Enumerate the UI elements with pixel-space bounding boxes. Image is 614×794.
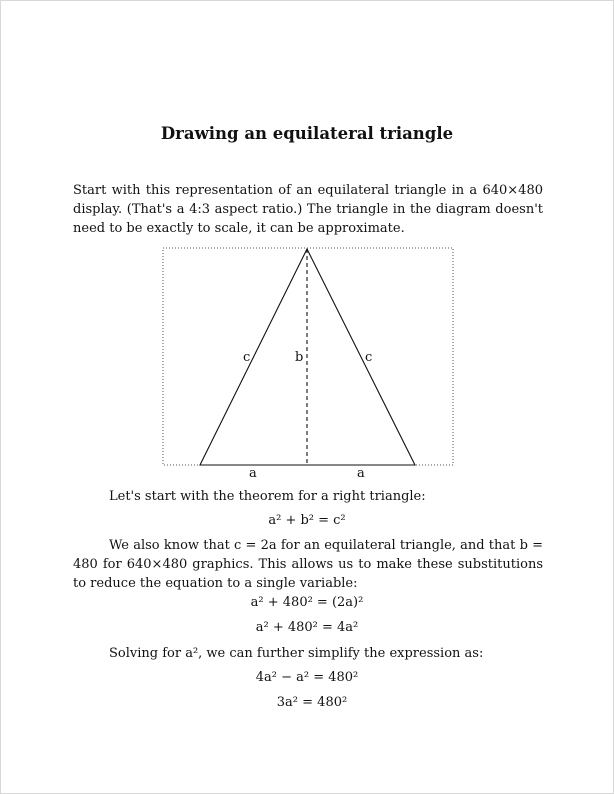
page-title: Drawing an equilateral triangle (160, 124, 454, 143)
equation-substituted: a² + 480² = (2a)² (250, 595, 364, 610)
equilateral-triangle-diagram (161, 245, 457, 481)
equation-simplified: 3a² = 480² (276, 695, 348, 710)
substitution-paragraph: We also know that c = 2a for an equilateral triangle, and that b = 480 for 640×480 graphics. This allows us to make these substitutions to reduce the equation to a single variable: (73, 538, 543, 591)
intro-paragraph: Start with this representation of an equilateral triangle in a 640×480 display. (That's a 4:3 aspect ratio.) The triangle in the diagram doesn't need to be exactly to scale, it can be approximate. (73, 183, 543, 236)
equation-subtracted: 4a² − a² = 480² (255, 670, 359, 685)
theorem-paragraph: Let's start with the theorem for a right triangle: (109, 489, 426, 504)
side-label-left: c (243, 350, 251, 365)
equation-pythagorean: a² + b² = c² (268, 513, 346, 528)
base-label-right: a (357, 466, 365, 481)
display-frame (163, 248, 453, 465)
equation-expanded: a² + 480² = 4a² (255, 620, 359, 635)
height-label: b (295, 350, 304, 365)
base-label-left: a (249, 466, 257, 481)
side-label-right: c (365, 350, 373, 365)
solving-paragraph: Solving for a², we can further simplify the expression as: (109, 646, 484, 661)
